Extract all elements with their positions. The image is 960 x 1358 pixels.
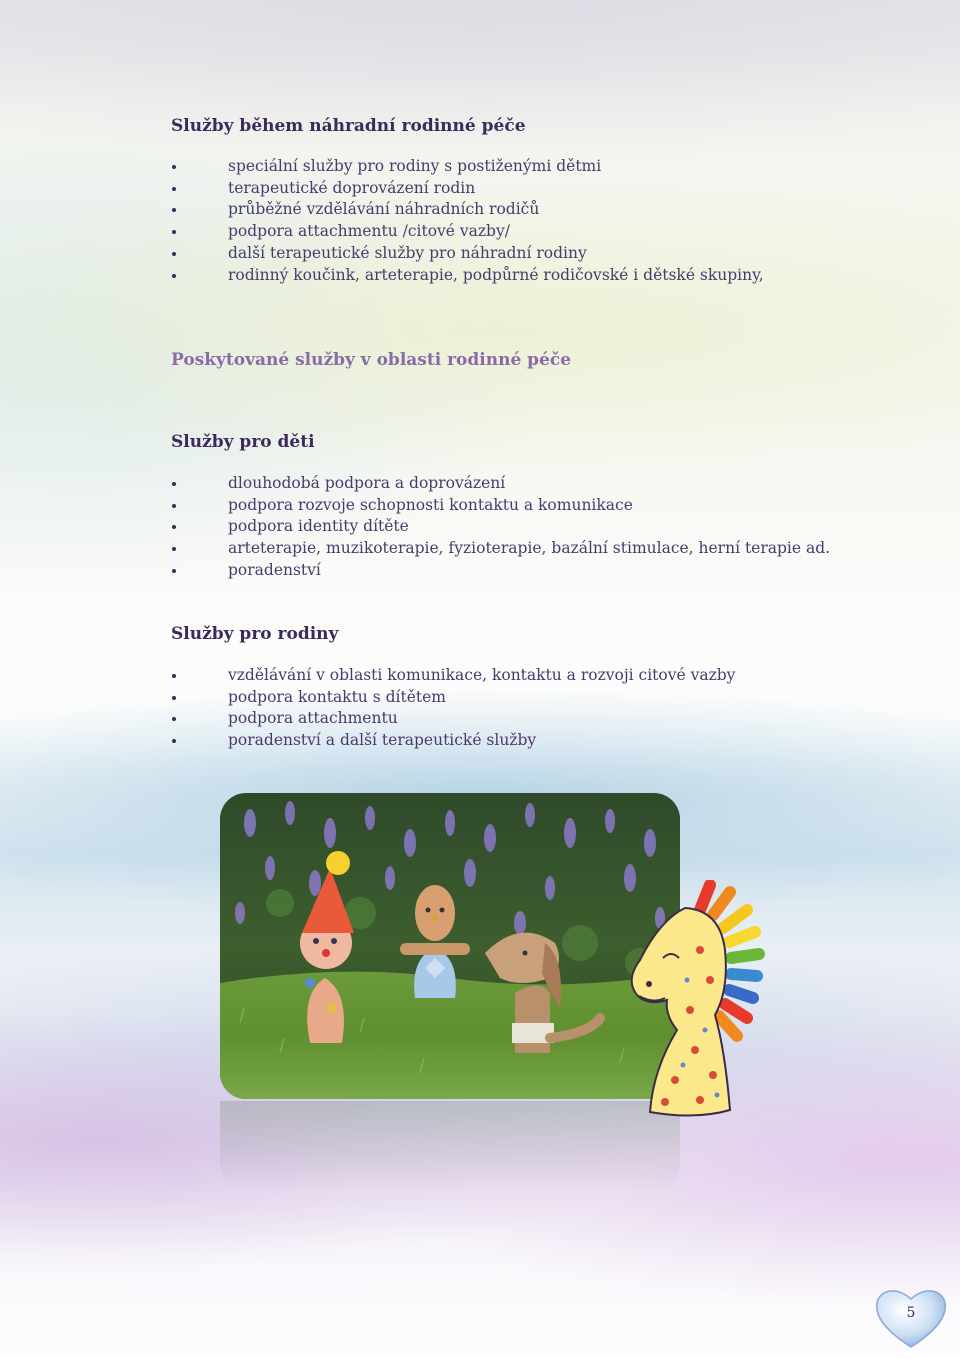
list-item: podpora attachmentu [171,708,735,730]
list-item: podpora attachmentu /citové vazby/ [171,221,764,243]
garden-photo [220,793,680,1099]
list-during-care [171,156,764,286]
list-item: podpora kontaktu s dítětem [171,687,735,709]
list-item: dlouhodobá podpora a doprovázení [171,473,830,495]
section-heading-during-care: Služby během náhradní rodinné péče [171,116,526,136]
list-item: speciální služby pro rodiny s postiženými dětmi [171,156,764,178]
list-for-families [171,665,735,752]
section-heading-provided-services: Poskytované služby v oblasti rodinné péče [171,350,572,370]
list-item: podpora identity dítěte [171,516,830,538]
list-item: další terapeutické služby pro náhradní rodiny [171,243,764,265]
section-heading-for-children: Služby pro děti [171,432,315,452]
horse-mascot-icon [625,880,765,1130]
list-item: poradenství [171,560,830,582]
list-item: rodinný koučink, arteterapie, podpůrné rodičovské i dětské skupiny, [171,265,764,287]
section-heading-for-families: Služby pro rodiny [171,624,339,644]
list-item: arteterapie, muzikoterapie, fyzioterapie, bazální stimulace, herní terapie ad. [171,538,830,560]
list-item: terapeutické doprovázení rodin [171,178,764,200]
photo-reflection [220,1101,680,1191]
garden-photo-image [220,793,680,1099]
page-number: 5 [906,1305,916,1321]
list-item: průběžné vzdělávání náhradních rodičů [171,199,764,221]
list-for-children [171,473,830,582]
list-item: podpora rozvoje schopnosti kontaktu a komunikace [171,495,830,517]
list-item: poradenství a další terapeutické služby [171,730,735,752]
list-item: vzdělávání v oblasti komunikace, kontaktu a rozvoji citové vazby [171,665,735,687]
